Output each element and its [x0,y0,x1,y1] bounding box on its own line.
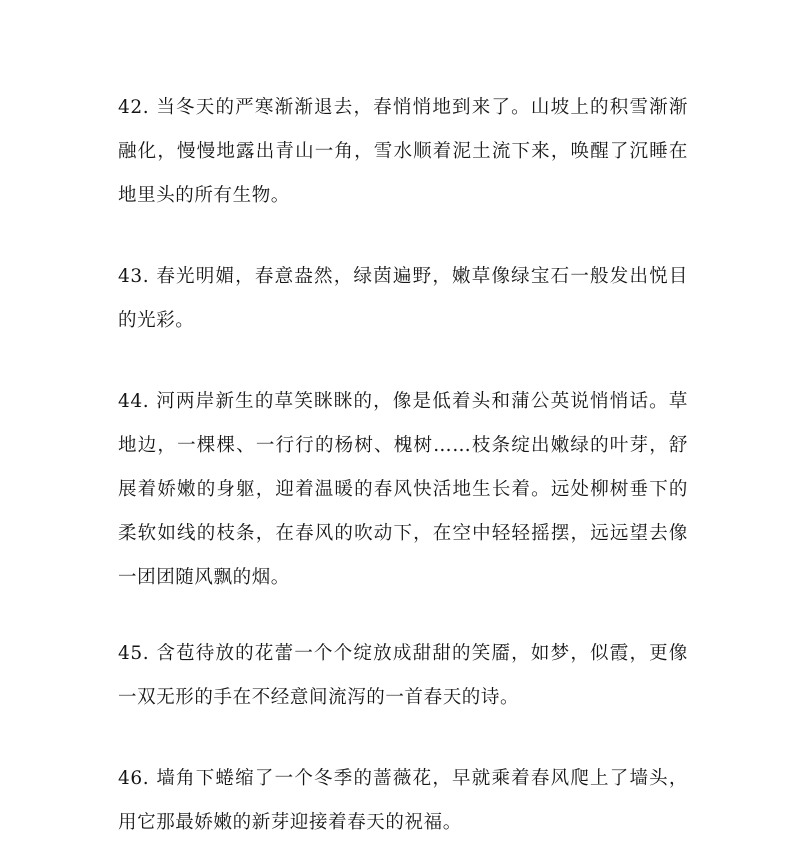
paragraph-43: 43. 春光明媚，春意盎然，绿茵遍野，嫩草像绿宝石一般发出悦目的光彩。 [118,266,688,331]
paragraph-45: 45. 含苞待放的花蕾一个个绽放成甜甜的笑靥，如梦，似霞，更像一双无形的手在不经意间流泻的一首春天的诗。 [118,643,688,708]
paragraph-46: 46. 墙角下蜷缩了一个冬季的蔷薇花，早就乘着春风爬上了墙头，用它那最娇嫩的新芽迎接着春天的祝福。 [118,768,688,833]
paragraph-44: 44. 河两岸新生的草笑眯眯的，像是低着头和蒲公英说悄悄话。草地边，一棵棵、一行行的杨树、槐树……枝条绽出嫩绿的叶芽，舒展着娇嫩的身躯，迎着温暖的春风快活地生长着。远处柳树垂下的柔软如线的枝条，在春风的吹动下，在空中轻轻摇摆，远远望去像一团团随风飘的烟。 [118,391,688,588]
paragraph-42: 42. 当冬天的严寒渐渐退去，春悄悄地到来了。山坡上的积雪渐渐融化，慢慢地露出青山一角，雪水顺着泥土流下来，唤醒了沉睡在地里头的所有生物。 [118,97,688,206]
